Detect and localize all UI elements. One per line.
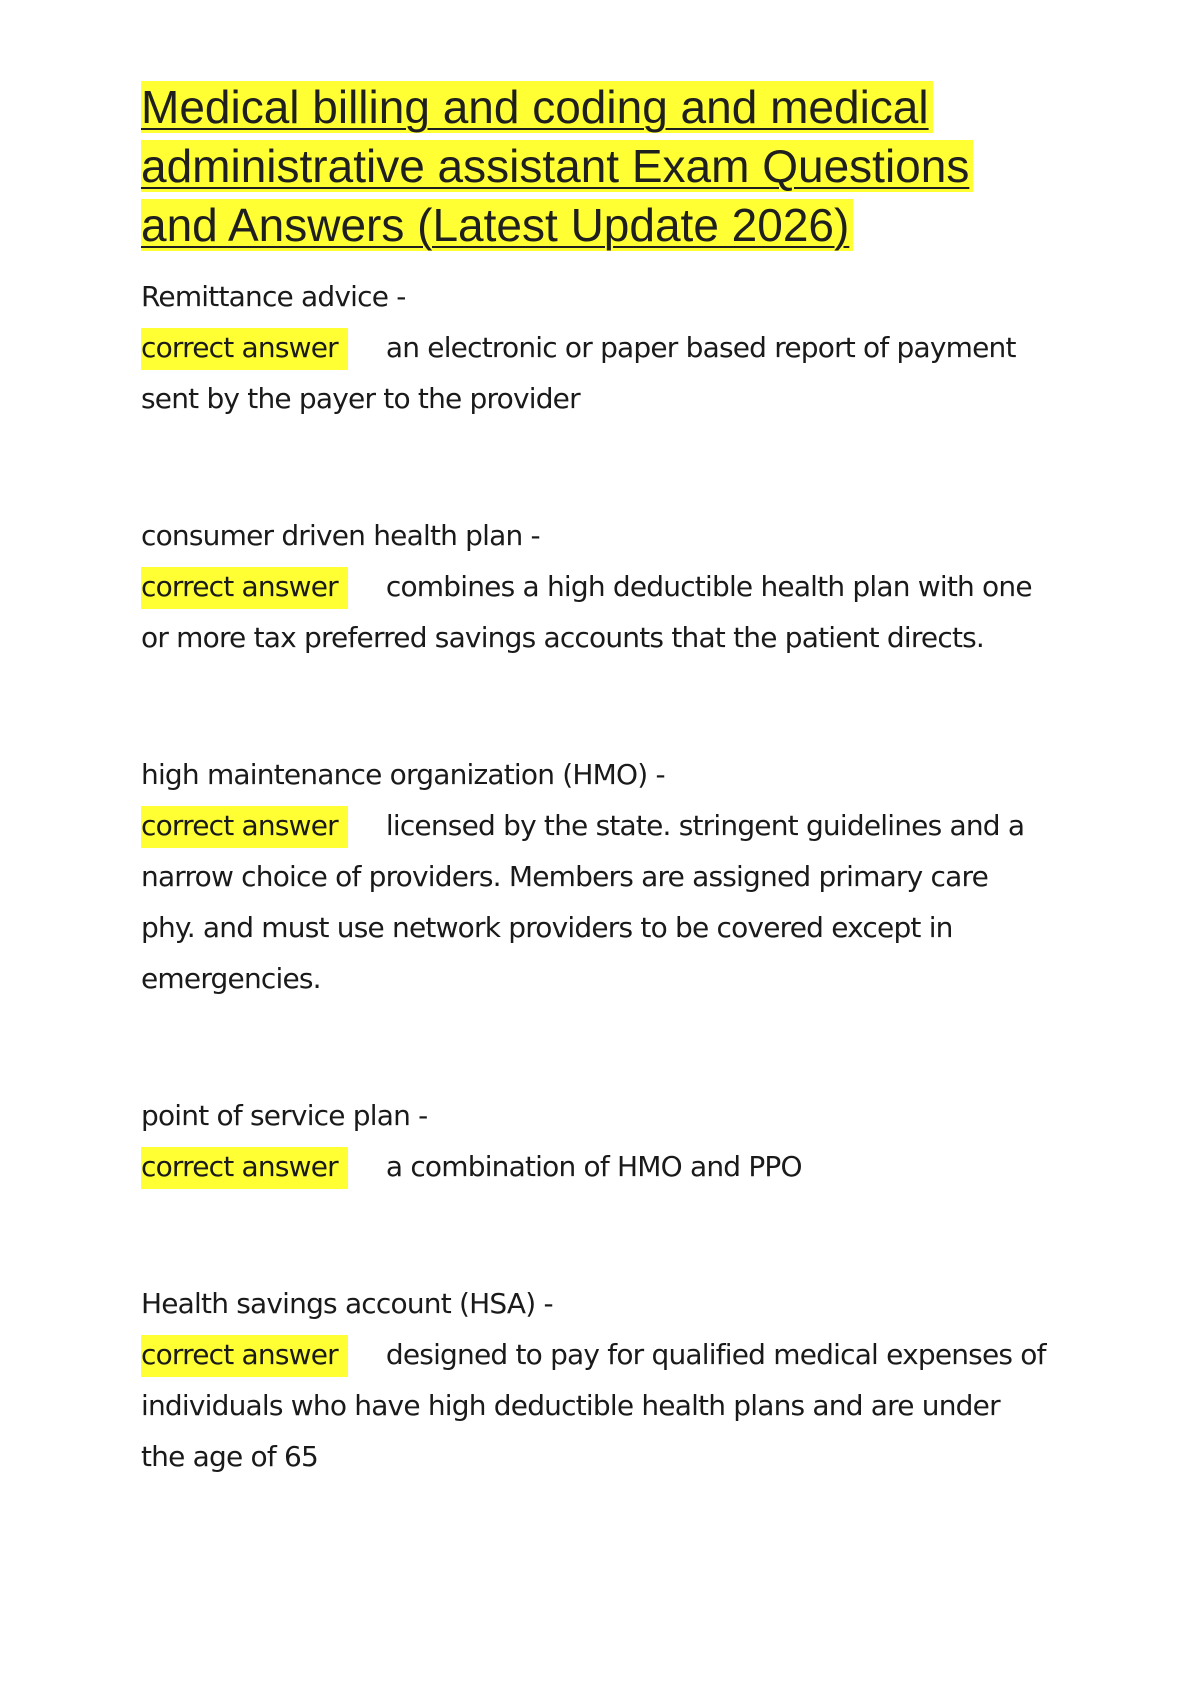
question-term: Health savings account (HSA) - [141,1287,553,1320]
answer-line: or more tax preferred savings accounts that the patient directs. [141,621,985,654]
correct-answer-label: correct answer [141,567,348,609]
correct-answer-label: correct answer [141,1147,348,1189]
question-term: Remittance advice - [141,280,406,313]
answer-line [141,1141,1101,1192]
answer-text: a combination of HMO and PPO [385,1150,802,1183]
title-line-2: administrative assistant Exam Questions [141,140,973,192]
answer-text: combines a high deductible health plan with one [385,570,1032,603]
question-term: point of service plan - [141,1099,428,1132]
answer-text: an electronic or paper based report of payment [385,331,1016,364]
document-page [141,78,1101,1482]
qa-entry-point-of-service-plan [141,1090,1101,1192]
qa-list [141,271,1101,1482]
answer-text: designed to pay for qualified medical expenses of [385,1338,1046,1371]
answer-line [141,322,1101,373]
qa-entry-health-savings-account [141,1278,1101,1482]
qa-entry-hmo [141,749,1101,1004]
answer-line [141,1329,1101,1380]
qa-entry-consumer-driven-health-plan [141,510,1101,663]
answer-line [141,561,1101,612]
correct-answer-label: correct answer [141,806,348,848]
answer-line: phy. and must use network providers to be covered except in [141,911,953,944]
document-title [141,78,1101,255]
correct-answer-label: correct answer [141,1335,348,1377]
answer-line: narrow choice of providers. Members are assigned primary care [141,860,988,893]
answer-line: the age of 65 [141,1440,319,1473]
answer-line: sent by the payer to the provider [141,382,580,415]
qa-entry-remittance-advice [141,271,1101,424]
title-line-3: and Answers (Latest Update 2026) [141,199,853,251]
answer-line [141,800,1101,851]
answer-text: licensed by the state. stringent guidelines and a [385,809,1025,842]
title-line-1: Medical billing and coding and medical [141,81,933,133]
answer-line: individuals who have high deductible health plans and are under [141,1389,1000,1422]
question-term: high maintenance organization (HMO) - [141,758,665,791]
answer-line: emergencies. [141,962,321,995]
question-term: consumer driven health plan - [141,519,540,552]
correct-answer-label: correct answer [141,328,348,370]
